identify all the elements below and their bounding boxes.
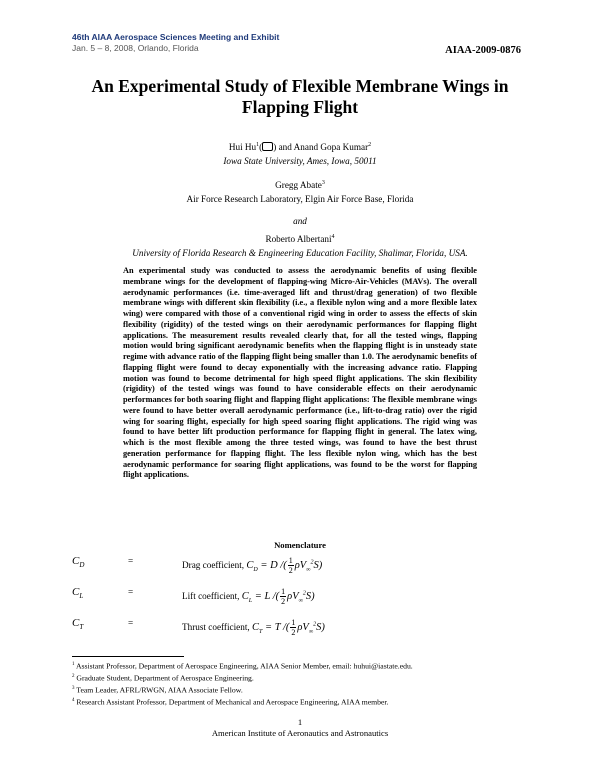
page-number: 1: [297, 717, 303, 727]
nomenclature-row-drag: [72, 553, 532, 575]
affiliation-afrl: Air Force Research Laboratory, Elgin Air Force Base, Florida: [186, 194, 414, 205]
footnote-3: $^3$ Team Leader, AFRL/RWGN, AIAA Associate Fellow.: [72, 685, 243, 695]
definition: Drag coefficient, $C_D = D$ /( $\frac{1}{2}$ $\rho V_\infty^2S$): [182, 556, 323, 575]
author-block: [60, 138, 540, 260]
footnote-mark-1: 1: [256, 142, 260, 148]
author-albertani: Roberto Albertani: [265, 234, 332, 245]
footnote-divider: [72, 656, 184, 657]
affiliation-florida: University of Florida Research & Engineering Education Facility, Shalimar, Florida, USA.: [132, 248, 468, 259]
equals-sign: =: [128, 587, 134, 597]
footnote-1: $^1$ Assistant Professor, Department of Aerospace Engineering, AIAA Senior Member, email: huhui@iastate.edu.: [72, 661, 413, 671]
affiliation-iowa: Iowa State University, Ames, Iowa, 50011: [223, 156, 377, 167]
nomenclature-row-lift: [72, 584, 532, 606]
footnote-2: $^2$ Graduate Student, Department of Aerospace Engineering.: [72, 673, 254, 683]
nomenclature-heading: Nomenclature: [274, 540, 326, 550]
footnote-4: $^4$ Research Assistant Professor, Department of Mechanical and Aerospace Engineering, AIAA member.: [72, 697, 389, 707]
author-hu: Hui Hu: [228, 142, 257, 153]
author-line-1: Hui Hu$^1$( ) and Anand Gopa Kumar$^2$: [228, 142, 372, 153]
footnote-mark-4: 4: [331, 234, 335, 241]
author-abate: Gregg Abate: [275, 180, 322, 191]
author-line-3: [60, 230, 540, 246]
definition: Lift coefficient, $C_L = L$ /( $\frac{1}{2}$ $\rho V_\infty^2S$): [182, 587, 315, 606]
symbol: $C_D$: [72, 555, 85, 570]
conference-date: Jan. 5 – 8, 2008, Orlando, Florida: [72, 43, 199, 53]
definition: Thrust coefficient, $C_T = T$ /( $\frac{1}{2}$ $\rho V_\infty^2S$): [182, 618, 325, 637]
equals-sign: =: [128, 618, 134, 628]
and-word: and: [293, 216, 307, 227]
conference-info: [72, 32, 279, 54]
nomenclature-row-thrust: [72, 615, 532, 637]
envelope-icon: [262, 142, 273, 151]
paper-title: An Experimental Study of Flexible Membrane Wings in Flapping Flight: [91, 76, 509, 117]
footnote-mark-2: 2: [368, 142, 372, 148]
footnote-mark-3: 3: [321, 180, 325, 187]
publisher: American Institute of Aeronautics and Astronautics: [211, 728, 389, 738]
conference-title: 46th AIAA Aerospace Sciences Meeting and Exhibit: [72, 32, 280, 42]
author-line-2: [60, 176, 540, 192]
symbol: $C_T$: [72, 617, 84, 632]
symbol: $C_L$: [72, 586, 84, 601]
footnotes: [72, 660, 542, 708]
abstract: An experimental study was conducted to assess the aerodynamic benefits of using flexible membrane wings for the development of flapping-wing Micro-Air-Vehicles (MAVs). The overall aerodynamic performances (i.e. time-averaged lift and thrust/drag generation) of two flexible membrane wings with different skin flexibility (i.e., a flexible nylon wing and a more flexible latex wing) were compared with those of a conventional rigid wing in order to assess the effects of skin flexibility (rigidity) of the tested wings on their aerodynamic performances for flapping flight applications. The measurement results revealed clearly that, for all the tested wings, flapping motion would bring significant aerodynamic benefits when the flapping flight is in unsteady state regime with advance ratio of the flapping flight being smaller than 1.0. The aerodynamic benefits of flapping flight were found to decay exponentially with the increasing advance ratio. Flapping motion was found to become detrimental for high speed flight applications. The skin flexibility (rigidity) of the tested wings was found to have considerable effects on their aerodynamic performances for both soaring flight and flapping flight applications: The flexible membrane wings were found to have better overall aerodynamic performance (i.e., lift-to-drag ratio) over the rigid wing for soaring flight, especially for high speed soaring flight applications. The rigid wing was found to have better lift production performance for flapping flight in general. The latex wing, which is the most flexible among the three tested wings, was found to have the best thrust generation performance for flapping flight. The less flexible nylon wing, which has the best aerodynamic performance for soaring flight applications, was found to be the worst for flapping flight applications.: [123, 266, 477, 480]
equals-sign: =: [128, 556, 134, 566]
author-kumar: and Anand Gopa Kumar: [276, 142, 369, 153]
paper-id: AIAA-2009-0876: [445, 45, 521, 56]
